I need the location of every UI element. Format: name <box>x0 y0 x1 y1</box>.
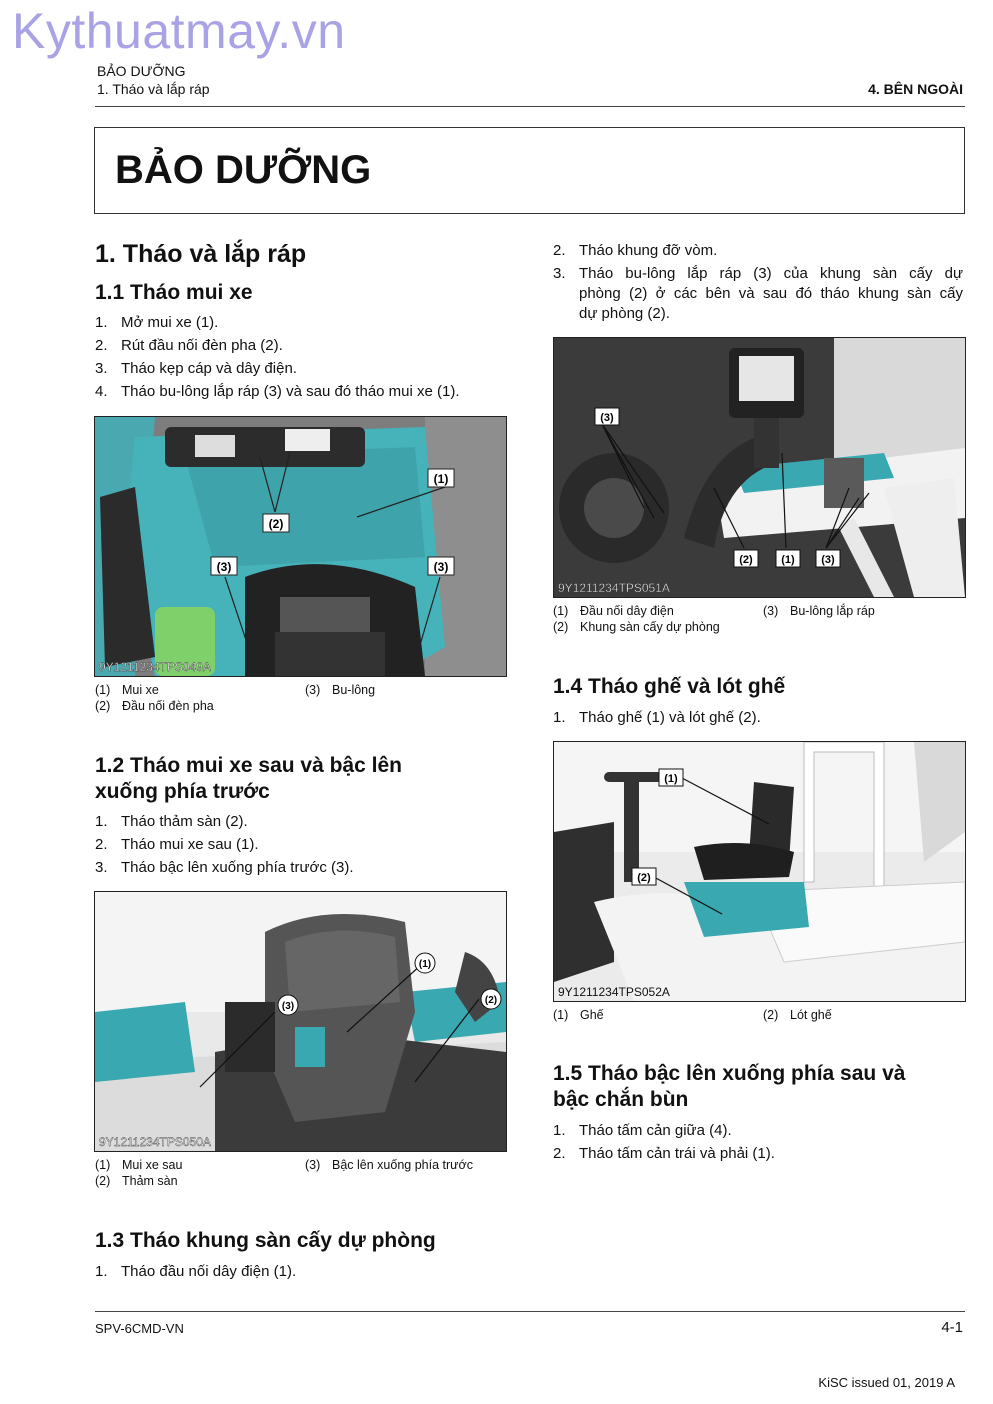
photo-spare-frame-caption: (1) Đầu nối dây điện (2) Khung sàn cấy dự phòng (3) Bu-lông lắp ráp <box>553 604 875 634</box>
header-chapter: 4. BÊN NGOÀI <box>868 81 963 97</box>
section-1-2-steps <box>95 812 515 881</box>
photo-label: (2) <box>268 517 284 531</box>
list-item: 1. Mở mui xe (1). <box>95 314 219 331</box>
photo-hood-illustration <box>95 417 506 676</box>
section-1-5-title: 1.5 Tháo bậc lên xuống phía sau và bậc chắn bùn <box>553 1062 906 1111</box>
header-rule <box>95 106 965 107</box>
header-subsection: 1. Tháo và lắp ráp <box>97 81 210 97</box>
photo-label: (3) <box>216 560 232 574</box>
section-1-1-title: 1.1 Tháo mui xe <box>95 281 253 304</box>
list-item: 3. Tháo bậc lên xuống phía trước (3). <box>95 859 354 876</box>
photo-label: (3) <box>600 412 614 424</box>
photo-spare-frame-illustration <box>554 338 965 597</box>
list-item: 1. Tháo tấm cản giữa (4). <box>553 1122 732 1139</box>
section-1-3-steps-b <box>553 241 963 327</box>
header-section: BẢO DƯỠNG <box>97 63 186 79</box>
list-item: 2. Rút đầu nối đèn pha (2). <box>95 337 283 354</box>
section-1-1-steps <box>95 313 515 405</box>
photo-label: (3) <box>281 1001 295 1012</box>
list-item: 2. Tháo khung đỡ vòm. <box>553 242 718 259</box>
section-1-3-title: 1.3 Tháo khung sàn cấy dự phòng <box>95 1229 436 1252</box>
photo-code: 9Y1211234TPS050A <box>99 1135 211 1149</box>
section-1-5-steps <box>553 1121 963 1167</box>
photo-seat-illustration <box>554 742 965 1001</box>
photo-label: (1) <box>433 472 449 486</box>
section-1-4-steps <box>553 708 963 731</box>
list-item: 3. Tháo kẹp cáp và dây điện. <box>95 360 297 377</box>
photo-label: (1) <box>664 773 678 785</box>
list-item: 4. Tháo bu-lông lắp ráp (3) và sau đó tháo mui xe (1). <box>95 383 460 400</box>
footer-doc-code: SPV-6CMD-VN <box>95 1321 184 1336</box>
list-item: 1. Tháo đầu nối dây điện (1). <box>95 1263 297 1280</box>
list-item: 3. Tháo bu-lông lắp ráp (3) của khung sàn cấy dự phòng (2) ở các bên và sau đó tháo khung sàn cấy dự phòng (2). <box>553 265 963 322</box>
photo-label: (3) <box>821 554 835 566</box>
footer-rule <box>95 1311 965 1312</box>
photo-hood <box>94 416 507 677</box>
section-1-3-steps-a <box>95 1262 515 1285</box>
photo-rear-hood <box>94 891 507 1152</box>
photo-label: (2) <box>637 872 651 884</box>
photo-label: (1) <box>781 554 795 566</box>
section-1-title: 1. Tháo và lắp ráp <box>95 240 307 268</box>
page-title-box <box>94 127 965 214</box>
photo-seat-caption: (1) Ghế (2) Lót ghế <box>553 1008 832 1022</box>
watermark: Kythuatmay.vn <box>12 3 346 59</box>
list-item: 1. Tháo ghế (1) và lót ghế (2). <box>553 709 761 726</box>
photo-code: 9Y1211234TPS052A <box>558 985 670 999</box>
photo-code: 9Y1211234TPS049A <box>99 660 211 674</box>
list-item: 2. Tháo mui xe sau (1). <box>95 836 259 853</box>
footer-issued: KiSC issued 01, 2019 A <box>818 1375 955 1390</box>
list-item: 2. Tháo tấm cản trái và phải (1). <box>553 1145 775 1162</box>
footer-page-number: 4-1 <box>941 1319 963 1336</box>
photo-label: (2) <box>484 995 498 1006</box>
photo-label: (2) <box>739 554 753 566</box>
photo-seat <box>553 741 966 1002</box>
section-1-4-title: 1.4 Tháo ghế và lót ghế <box>553 675 786 698</box>
list-item: 1. Tháo thảm sàn (2). <box>95 813 248 830</box>
photo-hood-caption: (1) Mui xe (2) Đầu nối đèn pha (3) Bu-lông <box>95 683 376 713</box>
photo-rear-hood-illustration <box>95 892 506 1151</box>
photo-spare-frame <box>553 337 966 598</box>
photo-rear-hood-caption: (1) Mui xe sau (2) Thảm sàn (3) Bậc lên xuống phía trước <box>95 1158 473 1188</box>
photo-label: (3) <box>433 560 449 574</box>
section-1-2-title: 1.2 Tháo mui xe sau và bậc lên xuống phía trước <box>95 754 402 803</box>
photo-code: 9Y1211234TPS051A <box>558 581 670 595</box>
photo-label: (1) <box>418 959 432 970</box>
page-title: BẢO DƯỠNG <box>115 148 372 192</box>
